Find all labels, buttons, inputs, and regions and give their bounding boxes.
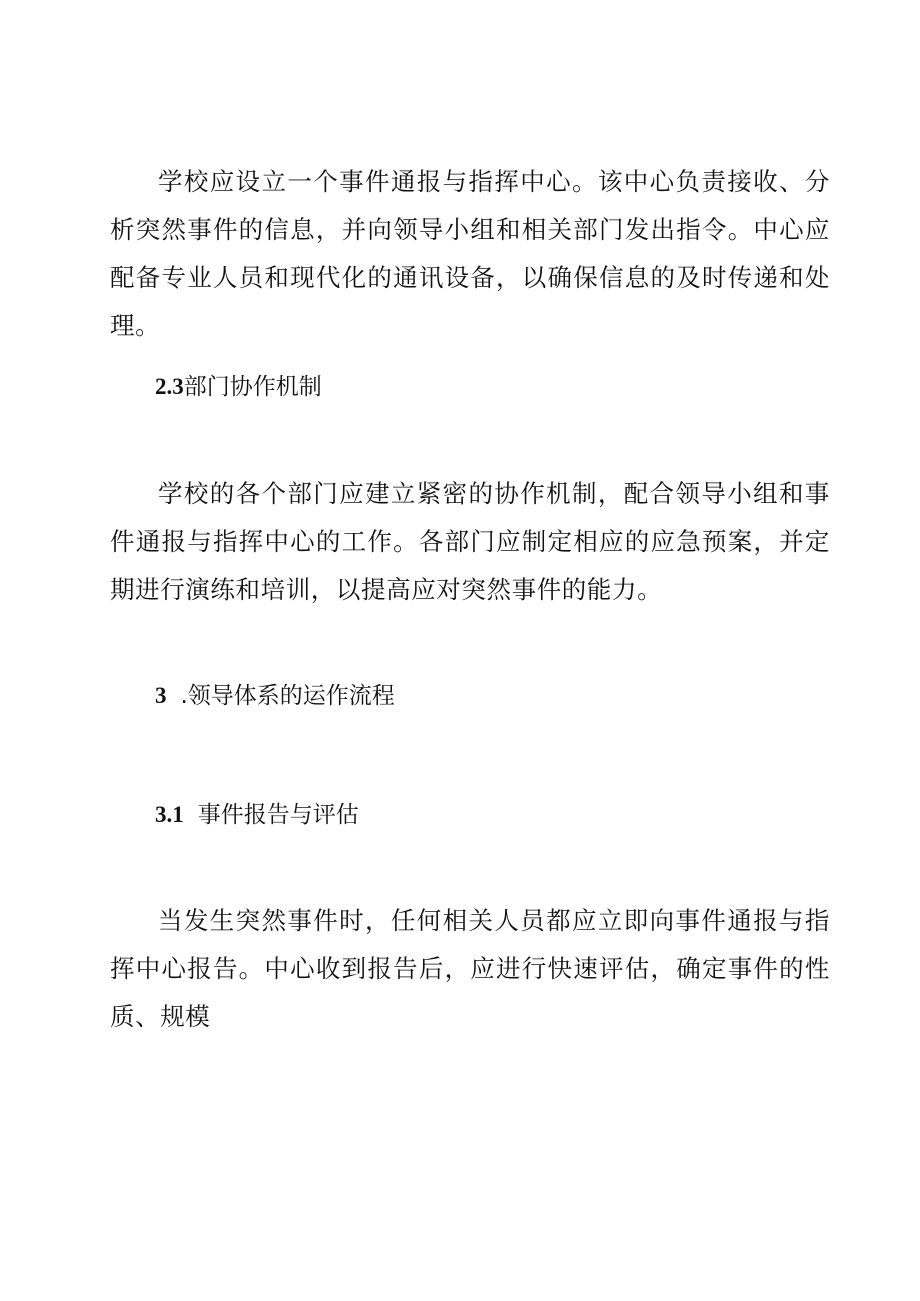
paragraph-command-center: 学校应设立一个事件通报与指挥中心。该中心负责接收、分析突然事件的信息，并向领导小组和相关部门发出指令。中心应配备专业人员和现代化的通讯设备，以确保信息的及时传递和处理。 — [110, 167, 830, 340]
paragraph-event-report: 当发生突然事件时，任何相关人员都应立即向事件通报与指挥中心报告。中心收到报告后，应进行快速评估，确定事件的性质、规模 — [110, 906, 830, 1031]
section-title: 部门协作机制 — [183, 374, 322, 400]
section-title: .领导体系的运作流程 — [180, 683, 395, 709]
section-title: 事件报告与评估 — [197, 802, 359, 828]
section-heading-3 — [155, 680, 395, 712]
paragraph-department-cooperation: 学校的各个部门应建立紧密的协作机制，配合领导小组和事件通报与指挥中心的工作。各部门应制定相应的应急预案，并定期进行演练和培训，以提高应对突然事件的能力。 — [110, 479, 830, 604]
section-number: 3 — [155, 683, 167, 708]
section-heading-2-3 — [155, 371, 322, 403]
section-number: 2.3 — [155, 374, 184, 399]
section-number: 3.1 — [155, 802, 184, 827]
section-heading-3-1 — [155, 799, 359, 831]
